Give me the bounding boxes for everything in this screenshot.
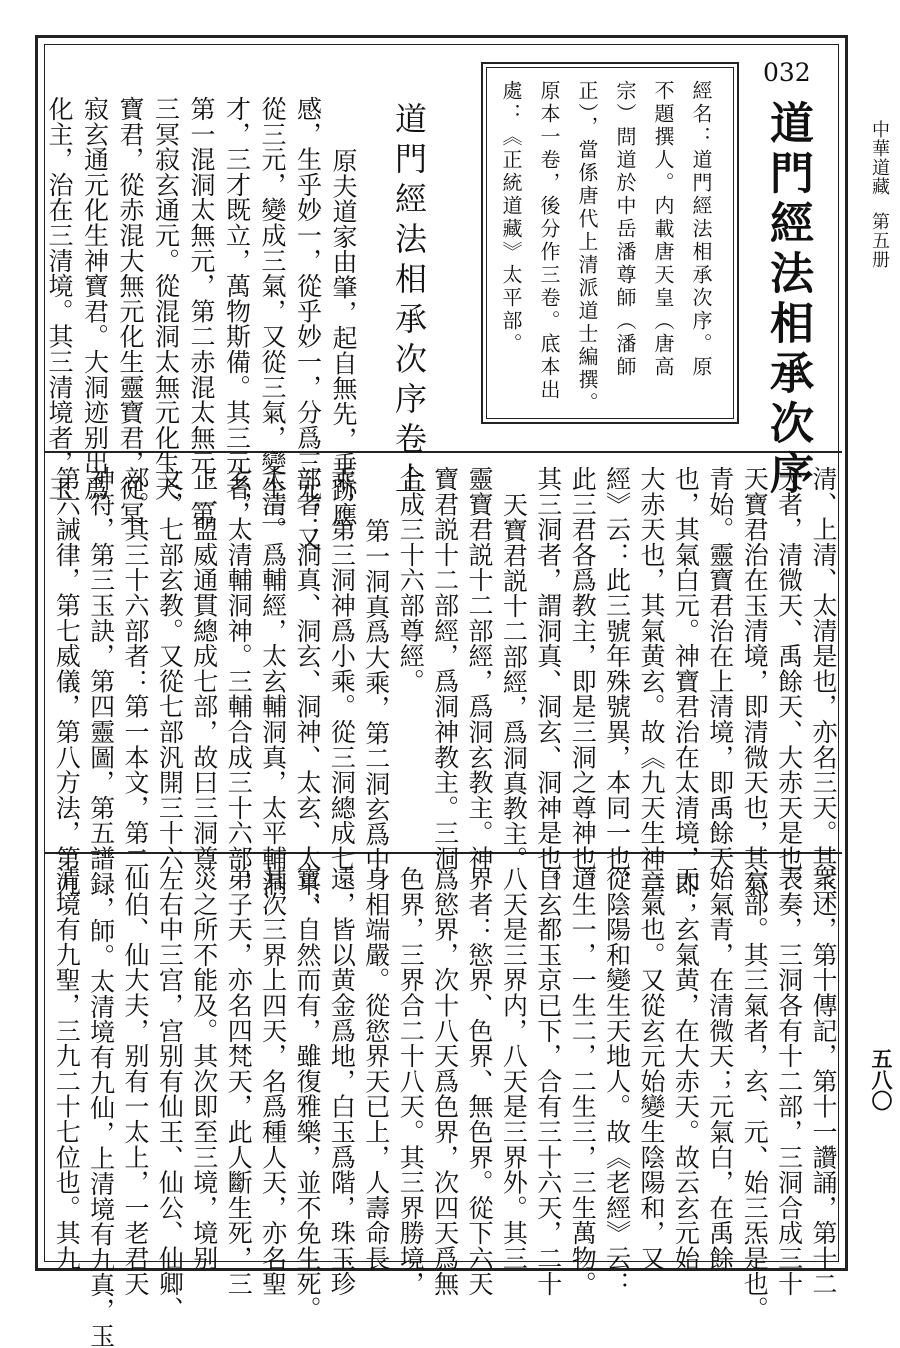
text-column: 靈寶君説十二部經，爲洞玄教主。神 <box>465 466 494 871</box>
text-column: 清境有九聖，三九二十七位也。其九 <box>52 866 82 1271</box>
text-column: 災之所不能及。其次即至三境，境别 <box>189 866 219 1271</box>
description-line: 處：《正統道藏》太平部。 <box>499 80 523 356</box>
text-column: 師。太清境有九仙，上清境有九真，玉 <box>86 918 116 1348</box>
description-line: 不題撰人。内載唐天皇（唐高 <box>651 80 675 379</box>
text-column: 三氣也。又從玄元始變生陰陽和，又 <box>637 866 666 1271</box>
text-column: 寶君，從赤混大無元化生靈寶君，從冥 <box>116 96 145 527</box>
text-column: 第一混洞太無元，第二赤混太無元，第 <box>187 96 216 527</box>
text-column: 青始。靈寶君治在上清境，即禹餘天 <box>705 466 735 871</box>
description-line: 正），當係唐代上清派道士編撰。 <box>575 80 599 415</box>
text-column: 衆述，第十傳記，第十一讚誦，第十二 <box>809 866 838 1297</box>
text-column: 天寶君説十二部經，爲洞真教主。 <box>499 492 529 872</box>
text-column: 清、上清、太清是也，亦名三天。其三 <box>809 466 838 897</box>
text-column: 其次三界上四天，名爲種人天，亦名聖 <box>258 866 288 1297</box>
text-column: 始氣青，在清微天；元氣白，在禹餘 <box>705 866 735 1271</box>
text-column: 天寶君治在玉清境，即清微天也，其氣 <box>740 466 770 897</box>
text-column: 原夫道家由肇，起自無先，垂跡應 <box>329 148 358 528</box>
text-column: 大赤天也，其氣黄玄。故《九天生神章 <box>637 466 666 897</box>
text-column: 部。其三十六部者：第一本文，第二 <box>121 466 150 871</box>
text-column: 此三君各爲教主，即是三洞之尊神也。 <box>568 466 598 897</box>
text-column: 乘，第三洞神爲小乘。從三洞總成七 <box>327 466 357 871</box>
text-column: 身相端嚴。從慾界天已上，人壽命長 <box>361 866 391 1271</box>
text-column: 經》云：此三號年殊號異，本同一也， <box>602 466 632 897</box>
text-column: 感，生乎妙一，從乎妙一，分爲三元，又 <box>293 96 323 552</box>
text-column: 寂玄通元化生神寶君。大洞迹别出爲 <box>80 96 110 501</box>
text-column: 文，七部玄教。又從七部汎開三十六 <box>155 466 185 871</box>
text-column: 第六誡律，第七威儀，第八方法，第九 <box>52 466 82 897</box>
text-column: 道生一，一生二，二生三，三生萬物。 <box>568 866 598 1297</box>
text-column: 部者：洞真、洞玄、洞神、太玄、太平、 <box>293 466 322 922</box>
text-column: 色界，三界合二十八天。其三界勝境， <box>396 866 426 1297</box>
text-column: 界者：慾界、色界、無色界。從下六天 <box>465 866 494 1297</box>
volume-label: 第五册 <box>869 212 890 269</box>
text-column: 自玄都玉京已下，合有三十六天，二十 <box>533 866 563 1297</box>
text-column: 太清。爲輔經，太玄輔洞真，太平輔洞 <box>258 466 288 897</box>
text-column: 也，其氣白元。神寶君治在太清境，即 <box>671 466 701 897</box>
text-column: 正一盟威通貫總成七部，故曰三洞尊 <box>189 466 219 871</box>
text-column: 第一洞真爲大乘，第二洞玄爲中 <box>361 518 391 873</box>
text-column: 神符，第三玉訣，第四靈圖，第五譜録， <box>86 466 116 922</box>
description-line: 經名：道門經法相承次序。原 <box>689 80 713 379</box>
description-line: 原本一卷，後分作三卷。底本出 <box>537 80 561 402</box>
catalog-number: 032 <box>763 58 811 87</box>
text-column: 六部。其三氣者，玄、元、始三炁是也。 <box>740 866 770 1322</box>
volume-heading: 道門經法相承次序卷上 <box>390 102 428 502</box>
text-column: 遠，皆以黄金爲地，白玉爲階，珠玉珍 <box>327 866 357 1297</box>
text-column: 玄，太清輔洞神。三輔合成三十六部， <box>224 466 254 897</box>
text-column: 三冥寂玄通元。從混洞太無元化生天 <box>151 96 181 501</box>
text-column: 寶，自然而有，雖復雅樂，並不免生死。 <box>293 866 322 1322</box>
description-box <box>481 62 739 424</box>
text-column: 合成三十六部尊經。 <box>396 466 426 694</box>
text-column: 寶君説十二部經，爲洞神教主。三洞 <box>430 466 460 871</box>
text-column: 左右中三宫，宫别有仙王、仙公、仙卿、 <box>155 866 185 1322</box>
book-title: 中華道藏 <box>869 120 890 196</box>
text-column: 其三洞者，謂洞真、洞玄、洞神是也。 <box>533 466 563 897</box>
text-column: 才，三才既立，萬物斯備。其三元者， <box>222 96 252 527</box>
running-header <box>866 120 892 269</box>
page-number: 五八〇 <box>869 1048 894 1111</box>
text-column: 天；玄氣黄，在大赤天。故云玄元始 <box>671 866 701 1271</box>
text-column: 從陰陽和變生天地人。故《老經》云： <box>602 866 632 1297</box>
text-column: 仙伯、仙大夫，别有一太上，一老君天 <box>121 866 150 1297</box>
text-column: 化主，治在三清境。其三清境者，玉 <box>45 96 74 501</box>
text-column: 爲慾界，次十八天爲色界，次四天爲無 <box>430 866 460 1297</box>
text-column: 八天是三界内，八天是三界外。其三 <box>499 866 529 1271</box>
text-title: 道門經法相承次序 <box>762 100 813 500</box>
description-line: 宗）問道於中岳潘尊師（潘師 <box>613 80 637 379</box>
text-column: 天者，清微天、禹餘天、大赤天是也。 <box>774 466 804 897</box>
text-column: 表奏，三洞各有十二部，三洞合成三十 <box>774 866 804 1297</box>
text-column: 從三元，變成三氣，又從三氣，變生三 <box>258 96 287 527</box>
text-column: 弟子天，亦名四梵天，此人斷生死，三 <box>224 866 254 1297</box>
